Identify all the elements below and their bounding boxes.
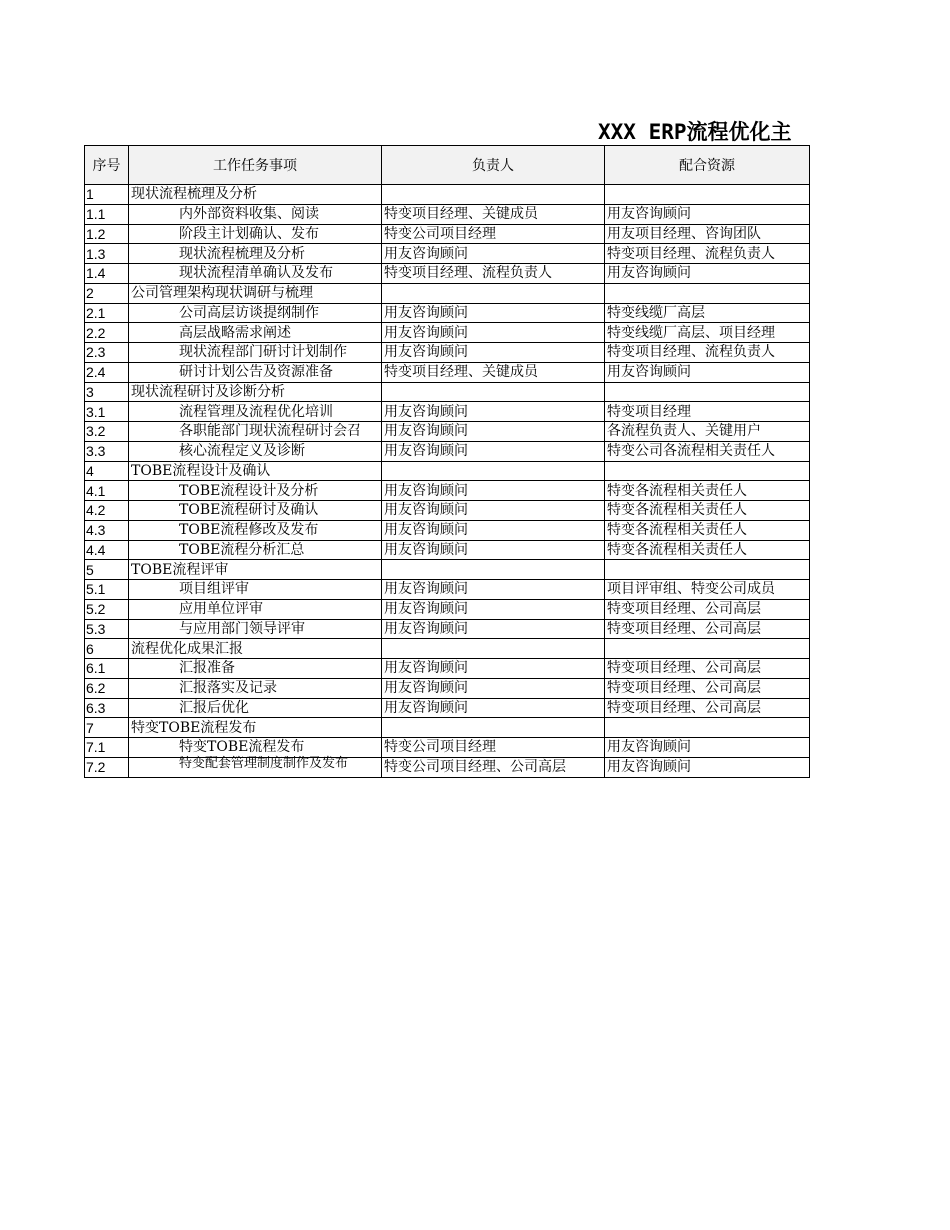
cell-owner[interactable] (382, 560, 605, 580)
cell-task[interactable]: 核心流程定义及诊断 (129, 441, 382, 461)
cell-task[interactable]: 汇报准备 (129, 659, 382, 679)
table-row (85, 283, 810, 303)
cell-task[interactable]: 汇报后优化 (129, 698, 382, 718)
table-row (85, 244, 810, 264)
cell-task[interactable]: TOBE流程分析汇总 (129, 540, 382, 560)
cell-owner[interactable]: 用友咨询顾问 (382, 402, 605, 422)
table-body (85, 185, 810, 778)
cell-task[interactable]: 应用单位评审 (129, 599, 382, 619)
cell-support[interactable]: 特变各流程相关责任人 (605, 481, 810, 501)
cell-task[interactable]: 项目组评审 (129, 580, 382, 600)
cell-owner[interactable] (382, 382, 605, 402)
cell-number[interactable]: 7.2 (85, 757, 129, 777)
cell-owner[interactable]: 特变公司项目经理 (382, 224, 605, 244)
cell-owner[interactable]: 用友咨询顾问 (382, 540, 605, 560)
table-row (85, 718, 810, 738)
cell-number[interactable]: 2 (85, 283, 129, 303)
table-row (85, 382, 810, 402)
cell-support[interactable]: 特变各流程相关责任人 (605, 520, 810, 540)
cell-task[interactable]: 特变TOBE流程发布 (129, 718, 382, 738)
header-owner[interactable]: 负责人 (382, 146, 605, 185)
cell-owner[interactable]: 特变项目经理、关键成员 (382, 204, 605, 224)
cell-number[interactable]: 3.2 (85, 422, 129, 442)
cell-owner[interactable] (382, 185, 605, 205)
cell-task[interactable]: 特变TOBE流程发布 (129, 738, 382, 758)
cell-owner[interactable]: 用友咨询顾问 (382, 619, 605, 639)
cell-number[interactable]: 5.2 (85, 599, 129, 619)
cell-task[interactable]: 各职能部门现状流程研讨会召 (129, 422, 382, 442)
cell-owner[interactable]: 用友咨询顾问 (382, 244, 605, 264)
header-support[interactable]: 配合资源 (605, 146, 810, 185)
table-row (85, 204, 810, 224)
cell-task[interactable]: 现状流程梳理及分析 (129, 185, 382, 205)
cell-support[interactable]: 特变项目经理、流程负责人 (605, 343, 810, 363)
table-row (85, 402, 810, 422)
cell-support[interactable] (605, 560, 810, 580)
table-row (85, 501, 810, 521)
cell-support[interactable]: 特变项目经理、公司高层 (605, 659, 810, 679)
cell-task[interactable]: 流程管理及流程优化培训 (129, 402, 382, 422)
cell-support[interactable]: 特变项目经理、流程负责人 (605, 244, 810, 264)
table-row (85, 224, 810, 244)
cell-support[interactable] (605, 461, 810, 481)
cell-support[interactable] (605, 639, 810, 659)
cell-task[interactable]: 阶段主计划确认、发布 (129, 224, 382, 244)
cell-owner[interactable]: 用友咨询顾问 (382, 481, 605, 501)
cell-owner[interactable]: 用友咨询顾问 (382, 303, 605, 323)
cell-support[interactable] (605, 283, 810, 303)
cell-support[interactable]: 特变项目经理、公司高层 (605, 599, 810, 619)
cell-number[interactable]: 5.1 (85, 580, 129, 600)
cell-owner[interactable]: 特变项目经理、流程负责人 (382, 264, 605, 284)
cell-task[interactable]: 内外部资料收集、阅读 (129, 204, 382, 224)
cell-task[interactable]: 公司管理架构现状调研与梳理 (129, 283, 382, 303)
cell-number[interactable]: 3.1 (85, 402, 129, 422)
cell-owner[interactable] (382, 283, 605, 303)
cell-task[interactable]: TOBE流程设计及分析 (129, 481, 382, 501)
cell-support[interactable]: 特变各流程相关责任人 (605, 501, 810, 521)
cell-number[interactable]: 1.3 (85, 244, 129, 264)
cell-number[interactable]: 5.3 (85, 619, 129, 639)
table-row (85, 422, 810, 442)
cell-number[interactable]: 2.3 (85, 343, 129, 363)
cell-number[interactable]: 3 (85, 382, 129, 402)
cell-number[interactable]: 2.2 (85, 323, 129, 343)
cell-owner[interactable]: 用友咨询顾问 (382, 599, 605, 619)
header-row (85, 146, 810, 185)
cell-owner[interactable]: 用友咨询顾问 (382, 659, 605, 679)
table-row (85, 698, 810, 718)
cell-task[interactable]: 现状流程清单确认及发布 (129, 264, 382, 284)
cell-support[interactable]: 用友咨询顾问 (605, 738, 810, 758)
cell-support[interactable]: 特变线缆厂高层、项目经理 (605, 323, 810, 343)
cell-number[interactable]: 2.4 (85, 362, 129, 382)
cell-owner[interactable]: 用友咨询顾问 (382, 520, 605, 540)
cell-task[interactable]: 公司高层访谈提纲制作 (129, 303, 382, 323)
cell-owner[interactable]: 用友咨询顾问 (382, 580, 605, 600)
cell-owner[interactable]: 用友咨询顾问 (382, 343, 605, 363)
cell-number[interactable]: 7 (85, 718, 129, 738)
cell-number[interactable]: 3.3 (85, 441, 129, 461)
cell-number[interactable]: 1 (85, 185, 129, 205)
table-row (85, 560, 810, 580)
cell-owner[interactable]: 特变项目经理、关键成员 (382, 362, 605, 382)
cell-task[interactable]: 汇报落实及记录 (129, 678, 382, 698)
cell-owner[interactable]: 用友咨询顾问 (382, 501, 605, 521)
cell-support[interactable]: 用友咨询顾问 (605, 362, 810, 382)
table-row (85, 757, 810, 777)
cell-support[interactable]: 用友咨询顾问 (605, 264, 810, 284)
cell-support[interactable]: 用友咨询顾问 (605, 757, 810, 777)
cell-number[interactable]: 4.2 (85, 501, 129, 521)
table-row (85, 580, 810, 600)
cell-support[interactable]: 特变线缆厂高层 (605, 303, 810, 323)
cell-support[interactable] (605, 718, 810, 738)
table-row (85, 481, 810, 501)
cell-task[interactable]: 研讨计划公告及资源准备 (129, 362, 382, 382)
cell-owner[interactable]: 用友咨询顾问 (382, 441, 605, 461)
table-row (85, 678, 810, 698)
cell-task[interactable]: 现状流程梳理及分析 (129, 244, 382, 264)
table-row (85, 441, 810, 461)
cell-task[interactable]: TOBE流程修改及发布 (129, 520, 382, 540)
table-row (85, 619, 810, 639)
table-row (85, 639, 810, 659)
table-row (85, 738, 810, 758)
cell-number[interactable]: 5 (85, 560, 129, 580)
table-row (85, 343, 810, 363)
table-row (85, 659, 810, 679)
cell-number[interactable]: 6.3 (85, 698, 129, 718)
cell-support[interactable]: 特变项目经理、公司高层 (605, 698, 810, 718)
cell-number[interactable]: 4 (85, 461, 129, 481)
cell-number[interactable]: 6 (85, 639, 129, 659)
cell-support[interactable]: 各流程负责人、关键用户 (605, 422, 810, 442)
cell-owner[interactable] (382, 639, 605, 659)
cell-support[interactable]: 用友咨询顾问 (605, 204, 810, 224)
table-row (85, 362, 810, 382)
cell-support[interactable]: 特变项目经理 (605, 402, 810, 422)
cell-owner[interactable]: 用友咨询顾问 (382, 678, 605, 698)
cell-support[interactable] (605, 382, 810, 402)
cell-support[interactable]: 项目评审组、特变公司成员 (605, 580, 810, 600)
sheet-title: XXX ERP流程优化主 (598, 120, 792, 144)
cell-number[interactable]: 1.4 (85, 264, 129, 284)
cell-number[interactable]: 2.1 (85, 303, 129, 323)
cell-task[interactable]: TOBE流程研讨及确认 (129, 501, 382, 521)
cell-number[interactable]: 4.1 (85, 481, 129, 501)
cell-task[interactable]: 特变配套管理制度制作及发布 (129, 757, 382, 777)
cell-task[interactable]: 高层战略需求阐述 (129, 323, 382, 343)
table-row (85, 461, 810, 481)
cell-owner[interactable]: 特变公司项目经理、公司高层 (382, 757, 605, 777)
cell-task[interactable]: 与应用部门领导评审 (129, 619, 382, 639)
cell-number[interactable]: 4.3 (85, 520, 129, 540)
table-row (85, 540, 810, 560)
cell-owner[interactable] (382, 718, 605, 738)
header-task[interactable]: 工作任务事项 (129, 146, 382, 185)
cell-number[interactable]: 1.2 (85, 224, 129, 244)
cell-number[interactable]: 7.1 (85, 738, 129, 758)
cell-task[interactable]: 现状流程部门研讨计划制作 (129, 343, 382, 363)
table-row (85, 323, 810, 343)
cell-owner[interactable]: 用友咨询顾问 (382, 698, 605, 718)
cell-owner[interactable] (382, 461, 605, 481)
cell-number[interactable]: 1.1 (85, 204, 129, 224)
cell-task[interactable]: 现状流程研讨及诊断分析 (129, 382, 382, 402)
table-row (85, 599, 810, 619)
cell-owner[interactable]: 用友咨询顾问 (382, 422, 605, 442)
cell-support[interactable] (605, 185, 810, 205)
cell-number[interactable]: 6.2 (85, 678, 129, 698)
cell-owner[interactable]: 特变公司项目经理 (382, 738, 605, 758)
cell-owner[interactable]: 用友咨询顾问 (382, 323, 605, 343)
table-row (85, 303, 810, 323)
cell-task[interactable]: TOBE流程设计及确认 (129, 461, 382, 481)
cell-number[interactable]: 6.1 (85, 659, 129, 679)
cell-number[interactable]: 4.4 (85, 540, 129, 560)
table-row (85, 520, 810, 540)
cell-task[interactable]: TOBE流程评审 (129, 560, 382, 580)
table-row (85, 264, 810, 284)
table-row (85, 185, 810, 205)
cell-support[interactable]: 特变项目经理、公司高层 (605, 678, 810, 698)
cell-support[interactable]: 用友项目经理、咨询团队 (605, 224, 810, 244)
cell-task[interactable]: 流程优化成果汇报 (129, 639, 382, 659)
task-table (84, 145, 810, 778)
cell-support[interactable]: 特变项目经理、公司高层 (605, 619, 810, 639)
cell-support[interactable]: 特变各流程相关责任人 (605, 540, 810, 560)
cell-support[interactable]: 特变公司各流程相关责任人 (605, 441, 810, 461)
header-no[interactable]: 序号 (85, 146, 129, 185)
